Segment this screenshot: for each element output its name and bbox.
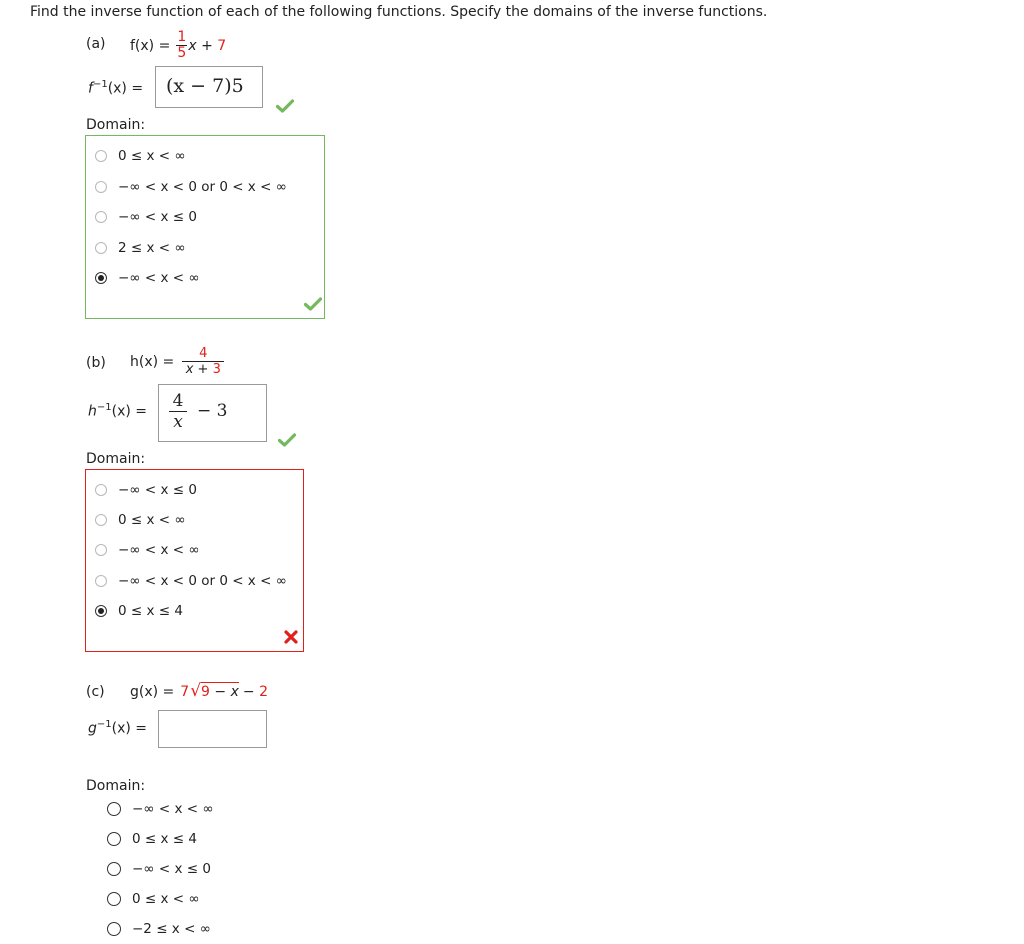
part-b-label: (b) — [86, 355, 106, 371]
part-b-answer-den: x — [173, 412, 183, 432]
option-label: −∞ < x < ∞ — [118, 542, 200, 558]
option-label: 0 ≤ x < ∞ — [118, 512, 186, 528]
part-b-fraction — [182, 347, 224, 376]
part-a-fraction — [176, 31, 187, 60]
radio-icon[interactable] — [95, 514, 107, 526]
part-a-domain-label: Domain: — [86, 117, 146, 133]
part-b-answer-input[interactable] — [158, 384, 267, 442]
part-b-domain-x-icon — [283, 629, 299, 645]
part-a-answer-value: (x − 7)5 — [166, 75, 244, 97]
part-a-function — [130, 31, 226, 60]
part-a-domain-options — [85, 135, 325, 319]
part-a-option[interactable] — [95, 177, 287, 197]
option-label: 0 ≤ x ≤ 4 — [118, 603, 183, 619]
part-c-func-rest: − 2 — [242, 684, 269, 700]
option-label: −2 ≤ x < ∞ — [132, 921, 211, 937]
radio-checked-icon[interactable] — [95, 605, 107, 617]
part-c-option[interactable] — [107, 829, 197, 849]
radio-checked-icon[interactable] — [95, 272, 107, 284]
part-c-label: (c) — [86, 684, 105, 700]
radio-icon[interactable] — [107, 832, 121, 846]
part-c-radicand: 9 − x — [201, 684, 239, 700]
radio-icon[interactable] — [95, 544, 107, 556]
part-a-option[interactable] — [95, 207, 197, 227]
part-b-answer-rest: − 3 — [197, 401, 228, 421]
option-label: −∞ < x < ∞ — [132, 801, 214, 817]
part-a-option-selected[interactable] — [95, 268, 200, 288]
part-c-domain-label: Domain: — [86, 778, 146, 794]
option-label: −∞ < x < 0 or 0 < x < ∞ — [118, 573, 287, 589]
part-b-option[interactable] — [95, 540, 200, 560]
part-b-inv-lhs: h — [88, 403, 97, 420]
option-label: −∞ < x < ∞ — [118, 270, 200, 286]
part-b-domain-label: Domain: — [86, 451, 146, 467]
part-b-function — [130, 347, 224, 376]
part-a-option[interactable] — [95, 146, 186, 166]
part-c-option[interactable] — [107, 859, 211, 879]
sqrt-icon: √ — [190, 681, 202, 701]
part-c-inv-lhs: g — [88, 720, 97, 737]
part-a-inv-arg: (x) = — [107, 80, 144, 97]
option-label: 0 ≤ x < ∞ — [132, 891, 200, 907]
part-a-inv-lhs: f — [88, 80, 93, 97]
radio-icon[interactable] — [95, 484, 107, 496]
option-label: 2 ≤ x < ∞ — [118, 240, 186, 256]
part-b-frac-num: 4 — [199, 346, 208, 361]
option-label: 0 ≤ x < ∞ — [118, 148, 186, 164]
radio-icon[interactable] — [95, 150, 107, 162]
option-label: −∞ < x ≤ 0 — [132, 861, 211, 877]
part-a-func-rest: x + 7 — [188, 37, 227, 54]
part-c-inv-arg: (x) = — [111, 720, 148, 737]
option-label: −∞ < x ≤ 0 — [118, 482, 197, 498]
radio-icon[interactable] — [107, 802, 121, 816]
part-b-option[interactable] — [95, 480, 197, 500]
part-b-func-lhs: h(x) = — [130, 353, 175, 370]
radio-icon[interactable] — [107, 862, 121, 876]
part-a-func-lhs: f(x) = — [130, 37, 171, 54]
part-a-frac-den: 5 — [177, 45, 187, 61]
part-b-option-selected[interactable] — [95, 601, 183, 621]
part-c-option[interactable] — [107, 919, 211, 939]
part-c-func-lhs: g(x) = — [130, 684, 175, 700]
part-a-answer-check-icon — [276, 99, 294, 113]
part-b-answer-num: 4 — [172, 391, 184, 411]
part-c-option[interactable] — [107, 889, 200, 909]
part-c-inv-sup: −1 — [96, 719, 112, 730]
part-c-option[interactable] — [107, 799, 214, 819]
part-c-function — [130, 682, 268, 700]
radio-icon[interactable] — [95, 211, 107, 223]
part-b-inverse-label — [88, 402, 147, 420]
option-label: −∞ < x < 0 or 0 < x < ∞ — [118, 179, 287, 195]
part-c-answer-input[interactable] — [158, 710, 267, 748]
part-b-answer-fraction — [169, 392, 187, 431]
part-b-option[interactable] — [95, 571, 287, 591]
part-a-answer-input[interactable] — [155, 66, 263, 108]
part-a-label: (a) — [86, 36, 106, 52]
part-c-coef: 7 — [180, 684, 190, 700]
instructions: Find the inverse function of each of the following functions. Specify the domains of the inverse functions. — [30, 4, 768, 20]
radio-icon[interactable] — [107, 892, 121, 906]
part-b-domain-options — [85, 469, 304, 652]
part-a-domain-check-icon — [304, 297, 322, 311]
part-a-frac-num: 1 — [177, 29, 187, 45]
radio-icon[interactable] — [107, 922, 121, 936]
radio-icon[interactable] — [95, 181, 107, 193]
part-c-domain-options — [98, 797, 328, 944]
radio-icon[interactable] — [95, 575, 107, 587]
part-b-option[interactable] — [95, 510, 186, 530]
part-a-inv-sup: −1 — [92, 79, 108, 90]
radio-icon[interactable] — [95, 242, 107, 254]
part-c-inverse-label — [88, 719, 147, 737]
option-label: 0 ≤ x ≤ 4 — [132, 831, 197, 847]
part-b-answer-check-icon — [278, 433, 296, 447]
part-a-option[interactable] — [95, 238, 186, 258]
option-label: −∞ < x ≤ 0 — [118, 209, 197, 225]
part-b-frac-den: x + 3 — [185, 362, 221, 377]
part-a-inverse-label — [88, 79, 143, 97]
part-b-inv-arg: (x) = — [111, 403, 148, 420]
part-b-inv-sup: −1 — [96, 402, 112, 413]
